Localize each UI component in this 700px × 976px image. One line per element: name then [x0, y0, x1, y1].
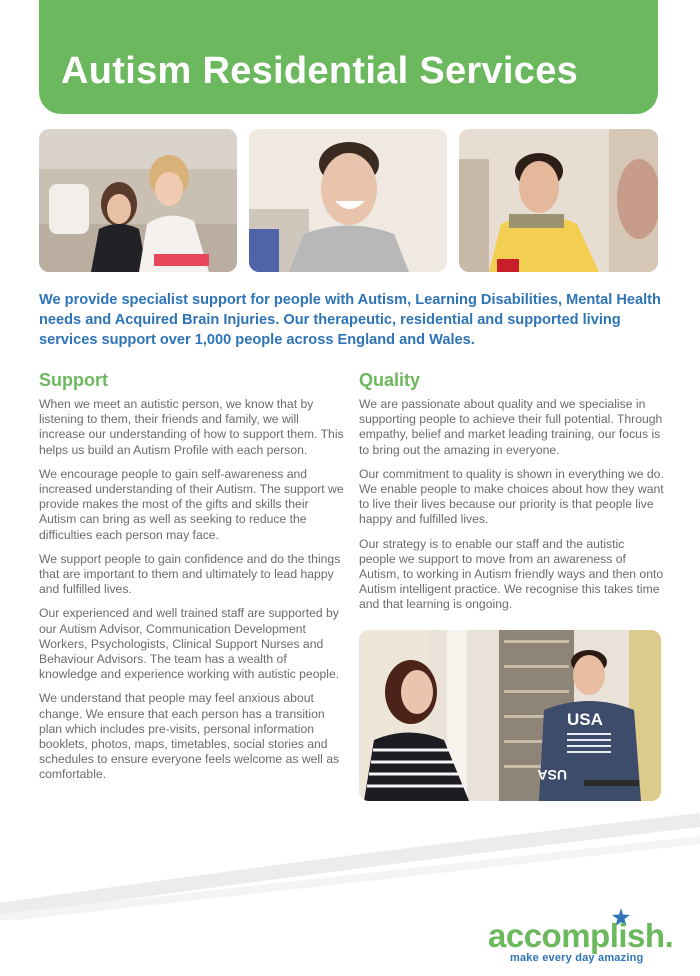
photo-two-women-on-sofa: [39, 129, 237, 272]
quality-paragraph: We are passionate about quality and we specialise in supporting people to achieve their full potential. Through empathy, belief and market leading training, our focus is to bring out the amazing in everyone.: [359, 397, 663, 457]
support-paragraph: Our experienced and well trained staff are supported by our Autism Advisor, Communication Development Workers, Psychologists, Clinical Support Nurses and Behaviour Advisors. The team has a wealth of knowledge and experience working with autistic people.: [39, 606, 340, 682]
quality-section: [359, 370, 664, 622]
shirt-print-bottom: USA: [537, 767, 567, 783]
intro-statement: We provide specialist support for people with Autism, Learning Disabilities, Mental Health needs and Acquired Brain Injuries. Our therapeutic, residential and supported living services support over 1,000 people across England and Wales.: [39, 292, 661, 348]
logo-wordmark: accomplish.: [488, 917, 674, 954]
photo-man-yellow-shirt: [459, 129, 658, 272]
decorative-swoosh: [0, 800, 700, 920]
logo-tagline: make every day amazing: [510, 952, 644, 964]
support-paragraph: We support people to gain confidence and do the things that are important to them and ultimately to lead happy and fulfilled lives.: [39, 551, 341, 597]
support-paragraph: We understand that people may feel anxious about change. We ensure that each person has a transition plan which includes pre-visits, personal information booklets, photos, maps, timetables, social stories and schedules to ensure everyone feels welcome as well as comfortable.: [39, 691, 340, 782]
photo-woman-and-man-by-bookshelf: [359, 630, 661, 801]
title-banner: [39, 0, 658, 114]
quality-paragraph: Our strategy is to enable our staff and the autistic people we support to move from an awareness of Autism, to working in Autism friendly ways and then onto Autism intelligent practice. We recognise this takes time and that learning is ongoing.: [359, 536, 664, 612]
photo-smiling-man: [249, 129, 447, 272]
accomplish-logo: [488, 908, 678, 968]
support-section: [39, 370, 344, 792]
support-paragraph: We encourage people to gain self-awareness and increased understanding of their Autism. The support we provide makes the most of the gifts and skills their Autism can bring as well as seeking to reduce the difficulties each person may face.: [39, 466, 344, 542]
page-title: Autism Residential Services: [61, 50, 579, 92]
support-heading: Support: [39, 370, 108, 390]
support-paragraph: When we meet an autistic person, we know that by listening to them, their friends and family, we will increase our understanding of how to support them. This helps us build an Autism Profile with each person.: [39, 397, 344, 457]
quality-paragraph: Our commitment to quality is shown in everything we do. We enable people to make choices about how they want to live their lives because our priority is that people live happy and fulfilled lives.: [359, 466, 664, 527]
shirt-print-top: USA: [567, 710, 603, 729]
quality-heading: Quality: [359, 370, 421, 390]
